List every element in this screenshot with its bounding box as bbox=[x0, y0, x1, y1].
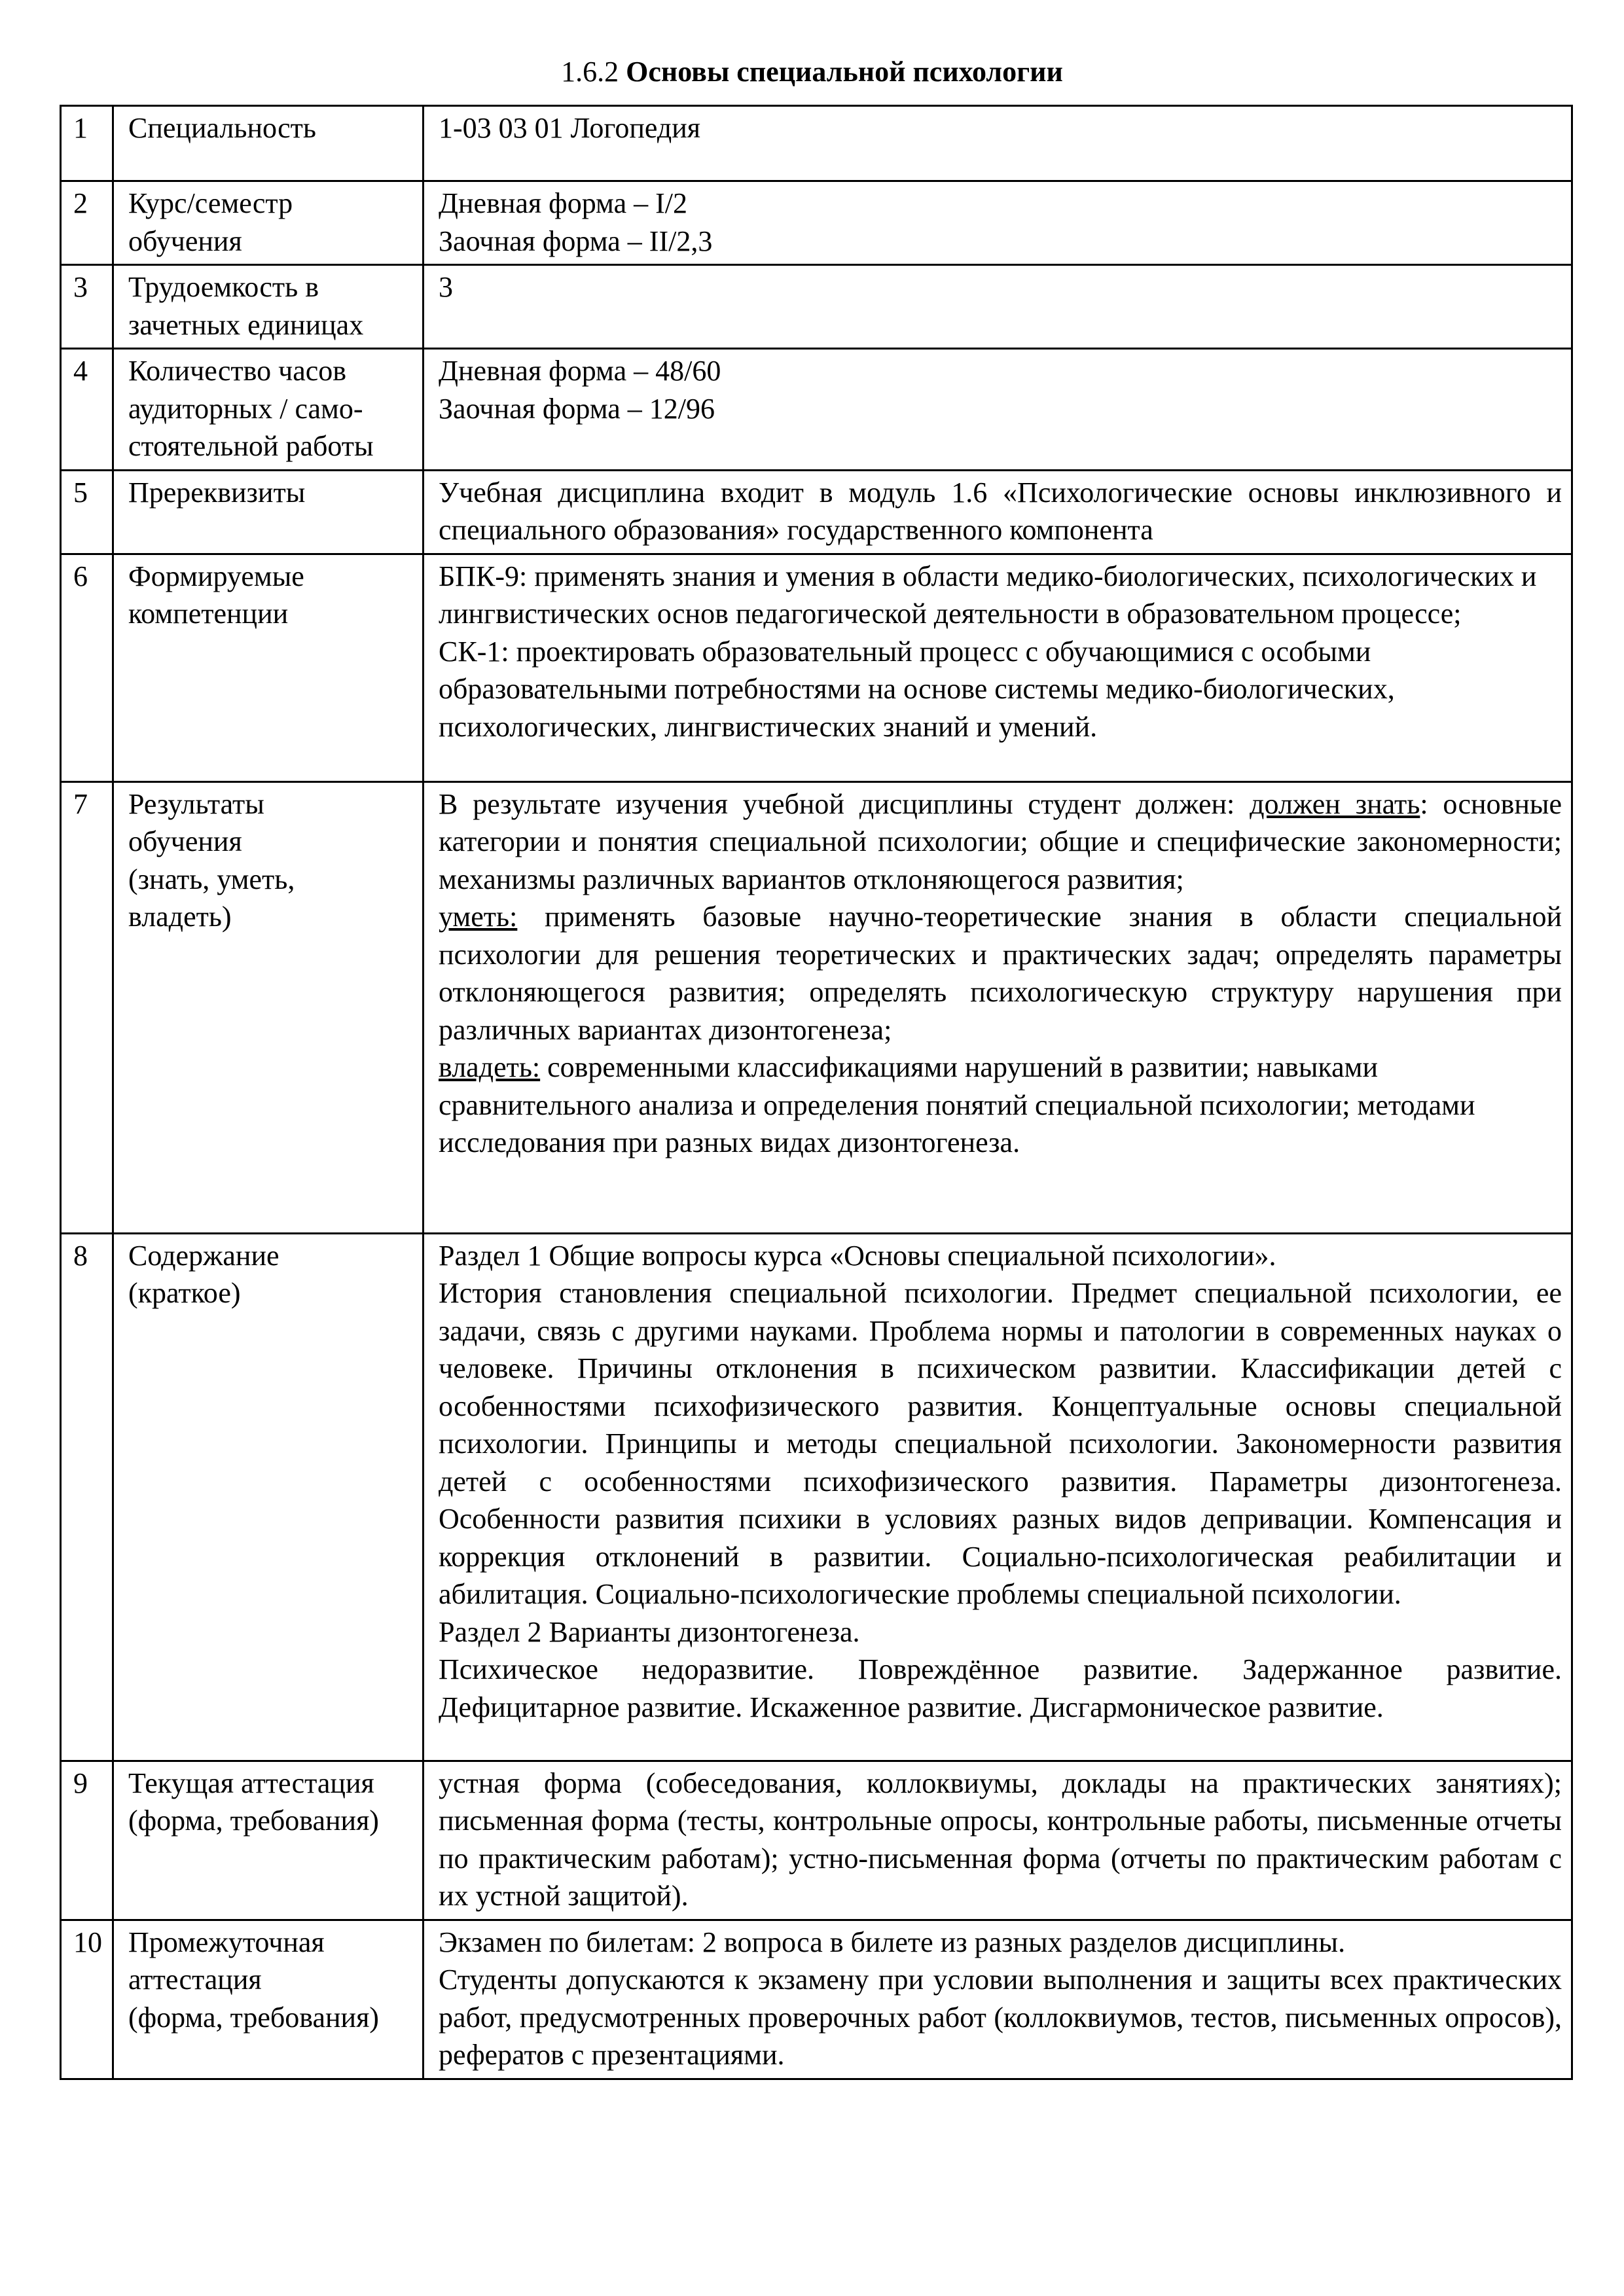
section-number: 1.6.2 bbox=[561, 56, 619, 88]
section-1-body: История становления специальной психологии. Предмет специальной психологии, ее задачи, связь с другими науками. Проблема нормы и патологии в современных науках о человеке. Причины отклонения в психическом развитии. Классификации детей с особенностями психофизического развития. Концептуальные основы специальной психологии. Принципы и методы специальной психологии. Закономерности развития детей с особенностями психофизического развития. Параметры дизонтогенеза. Особенности развития психики в условиях разных видов депривации. Компенсация и коррекция отклонений в развитии. Социально-психологическая реабилитации и абилитация. Социально-психологические проблемы специальной психологии. bbox=[439, 1277, 1562, 1610]
table-row bbox=[61, 1920, 1572, 2079]
row-number: 8 bbox=[61, 1233, 113, 1761]
table-row bbox=[61, 349, 1572, 471]
section-1-heading: Раздел 1 Общие вопросы курса «Основы специальной психологии». bbox=[439, 1239, 1276, 1272]
row-number: 9 bbox=[61, 1761, 113, 1920]
row-label: Промежуточная аттестация (форма, требования) bbox=[113, 1920, 424, 2079]
row-value: Учебная дисциплина входит в модуль 1.6 «Психологические основы инклюзивного и специального образования» государственного компонента bbox=[424, 470, 1572, 554]
table-row bbox=[61, 554, 1572, 781]
row-value: Дневная форма – I/2 Заочная форма – II/2,3 bbox=[424, 181, 1572, 265]
table-row bbox=[61, 781, 1572, 1233]
table-row bbox=[61, 1761, 1572, 1920]
row-value: 3 bbox=[424, 265, 1572, 349]
row-label: Специальность bbox=[113, 106, 424, 181]
row-label: Трудоемкость в зачетных единицах bbox=[113, 265, 424, 349]
row-number: 5 bbox=[61, 470, 113, 554]
row-value bbox=[424, 1920, 1572, 2079]
row-value: устная форма (собеседования, коллоквиумы, доклады на практических занятиях); письменная форма (тесты, контрольные опросы, контрольные работы, письменные отчеты по практическим работам); устно-письменная форма (отчеты по практическим работам с их устной защитой). bbox=[424, 1761, 1572, 1920]
outcomes-know: В результате изучения учебной дисциплины студент должен: должен знать: основные категории и понятия специальной психологии; общие и специфические закономерности; механизмы различных вариантов отклоняющегося развития; bbox=[439, 787, 1562, 895]
row-number: 1 bbox=[61, 106, 113, 181]
row-number: 10 bbox=[61, 1920, 113, 2079]
row-label: Курс/семестр обучения bbox=[113, 181, 424, 265]
row-number: 3 bbox=[61, 265, 113, 349]
outcomes-own: владеть: современными классификациями нарушений в развитии; навыками сравнительного анализа и определения понятий специальной психологии; методами исследования при разных видах дизонтогенеза. bbox=[439, 1051, 1475, 1158]
row-label: Пререквизиты bbox=[113, 470, 424, 554]
page-title bbox=[0, 54, 1624, 90]
competence-sk1: СК-1: проектировать образовательный процесс с обучающимися с особыми образовательными потребностями на основе системы медико-биологических, психологических, лингвистических знаний и умений. bbox=[439, 635, 1395, 743]
row-label: Текущая аттестация (форма, требования) bbox=[113, 1761, 424, 1920]
table-row bbox=[61, 1233, 1572, 1761]
row-number: 7 bbox=[61, 781, 113, 1233]
row-value bbox=[424, 1233, 1572, 1761]
table-row bbox=[61, 106, 1572, 181]
table-row bbox=[61, 470, 1572, 554]
table-row bbox=[61, 265, 1572, 349]
row-value bbox=[424, 781, 1572, 1233]
row-value: 1-03 03 01 Логопедия bbox=[424, 106, 1572, 181]
row-number: 4 bbox=[61, 349, 113, 471]
section-2-body: Психическое недоразвитие. Повреждённое развитие. Задержанное развитие. Дефицитарное развитие. Искаженное развитие. Дисгармоническое развитие. bbox=[439, 1653, 1562, 1723]
table-row bbox=[61, 181, 1572, 265]
row-number: 2 bbox=[61, 181, 113, 265]
row-label: Содержание (краткое) bbox=[113, 1233, 424, 1761]
row-label: Количество часов аудиторных / само- стоятельной работы bbox=[113, 349, 424, 471]
exam-admission: Студенты допускаются к экзамену при условии выполнения и защиты всех практических работ, предусмотренных проверочных работ (коллоквиумов, тестов, письменных опросов), рефератов с презентациями. bbox=[439, 1964, 1562, 2071]
row-number: 6 bbox=[61, 554, 113, 781]
row-label: Формируемые компетенции bbox=[113, 554, 424, 781]
row-value: Дневная форма – 48/60 Заочная форма – 12/96 bbox=[424, 349, 1572, 471]
section-2-heading: Раздел 2 Варианты дизонтогенеза. bbox=[439, 1615, 860, 1648]
row-label: Результаты обучения (знать, уметь, владеть) bbox=[113, 781, 424, 1233]
discipline-name: Основы специальной психологии bbox=[626, 56, 1063, 88]
competence-bpk9: БПК-9: применять знания и умения в области медико-биологических, психологических и лингвистических основ педагогической деятельности в образовательном процессе; bbox=[439, 560, 1537, 630]
row-value bbox=[424, 554, 1572, 781]
exam-summary: Экзамен по билетам: 2 вопроса в билете из разных разделов дисциплины. bbox=[439, 1926, 1346, 1958]
outcomes-can: уметь: применять базовые научно-теоретические знания в области специальной психологии для решения теоретических и практических задач; определять параметры отклоняющегося развития; определять психологическую структуру нарушения при различных вариантах дизонтогенеза; bbox=[439, 901, 1562, 1046]
syllabus-table bbox=[60, 105, 1573, 2080]
